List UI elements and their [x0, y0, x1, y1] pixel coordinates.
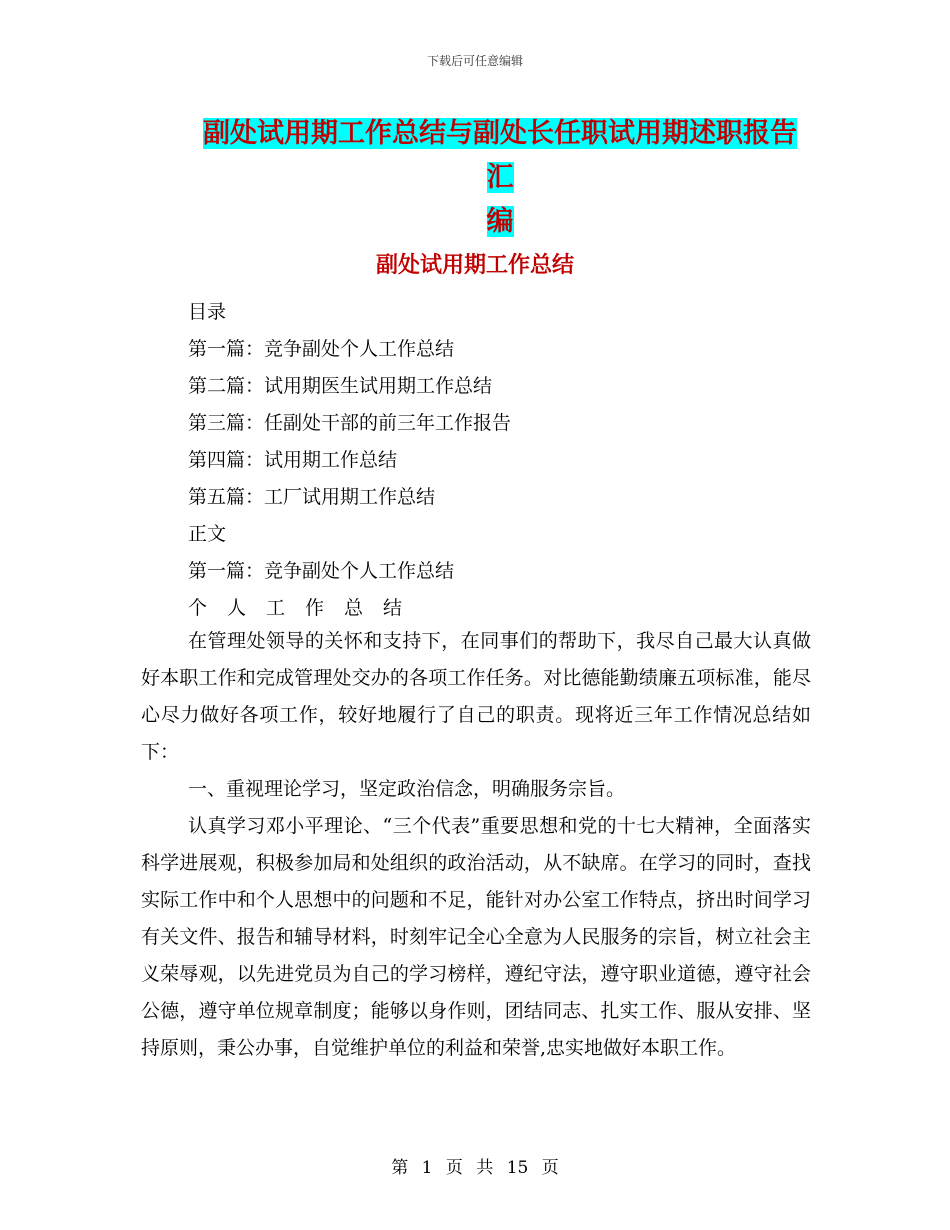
footer-page-word: 第 — [391, 1158, 409, 1178]
toc-item: 第二篇：试用期医生试用期工作总结 — [188, 375, 493, 397]
footer-page-number: 1 — [421, 1158, 433, 1178]
toc-item: 第五篇：工厂试用期工作总结 — [188, 486, 436, 508]
footer-total-word: 共 — [476, 1158, 494, 1178]
section-heading: 一、重视理论学习，坚定政治信念，明确服务宗旨。 — [188, 778, 626, 800]
toc-item: 第三篇：任副处干部的前三年工作报告 — [188, 412, 512, 434]
toc-item: 第一篇：竞争副处个人工作总结 — [188, 338, 455, 360]
section-title: 副处试用期工作总结 — [375, 253, 574, 278]
personal-summary-heading: 个人工作总结 — [188, 597, 423, 619]
table-of-contents — [188, 294, 511, 627]
chapter-heading: 第一篇：竞争副处个人工作总结 — [188, 560, 455, 582]
footer-page-unit: 页 — [445, 1158, 463, 1178]
header-note: 下载后可任意编辑 — [426, 54, 523, 68]
toc-label: 目录 — [188, 301, 227, 323]
page-footer — [0, 1153, 950, 1178]
footer-total-number: 15 — [506, 1158, 529, 1178]
toc-item: 第四篇：试用期工作总结 — [188, 449, 398, 471]
body-text — [141, 623, 811, 1067]
paragraph: 认真学习邓小平理论、“三个代表”重要思想和党的十七大精神，全面落实科学进展观，积极参加局和处组织的政治活动，从不缺席。在学习的同时，查找实际工作中和个人思想中的问题和不足，能针对办公室工作特点，挤出时间学习有关文件、报告和辅导材料，时刻牢记全心全意为人民服务的宗旨，树立社会主义荣辱观，以先进党员为自己的学习榜样，遵纪守法，遵守职业道德，遵守社会公德，遵守单位规章制度；能够以身作则，团结同志、扎实工作、服从安排、坚持原则，秉公办事，自觉维护单位的利益和荣誉,忠实地做好本职工作。 — [141, 815, 811, 1059]
body-label: 正文 — [188, 523, 227, 545]
main-title-line2: 编 — [486, 206, 514, 237]
main-title — [190, 112, 810, 244]
paragraph: 在管理处领导的关怀和支持下，在同事们的帮助下，我尽自己最大认真做好本职工作和完成管理处交办的各项工作任务。对比德能勤绩廉五项标准，能尽心尽力做好各项工作，较好地履行了自己的职责。现将近三年工作情况总结如下： — [141, 630, 811, 763]
footer-total-unit: 页 — [541, 1158, 559, 1178]
main-title-line1: 副处试用期工作总结与副处长任职试用期述职报告汇 — [203, 118, 797, 193]
